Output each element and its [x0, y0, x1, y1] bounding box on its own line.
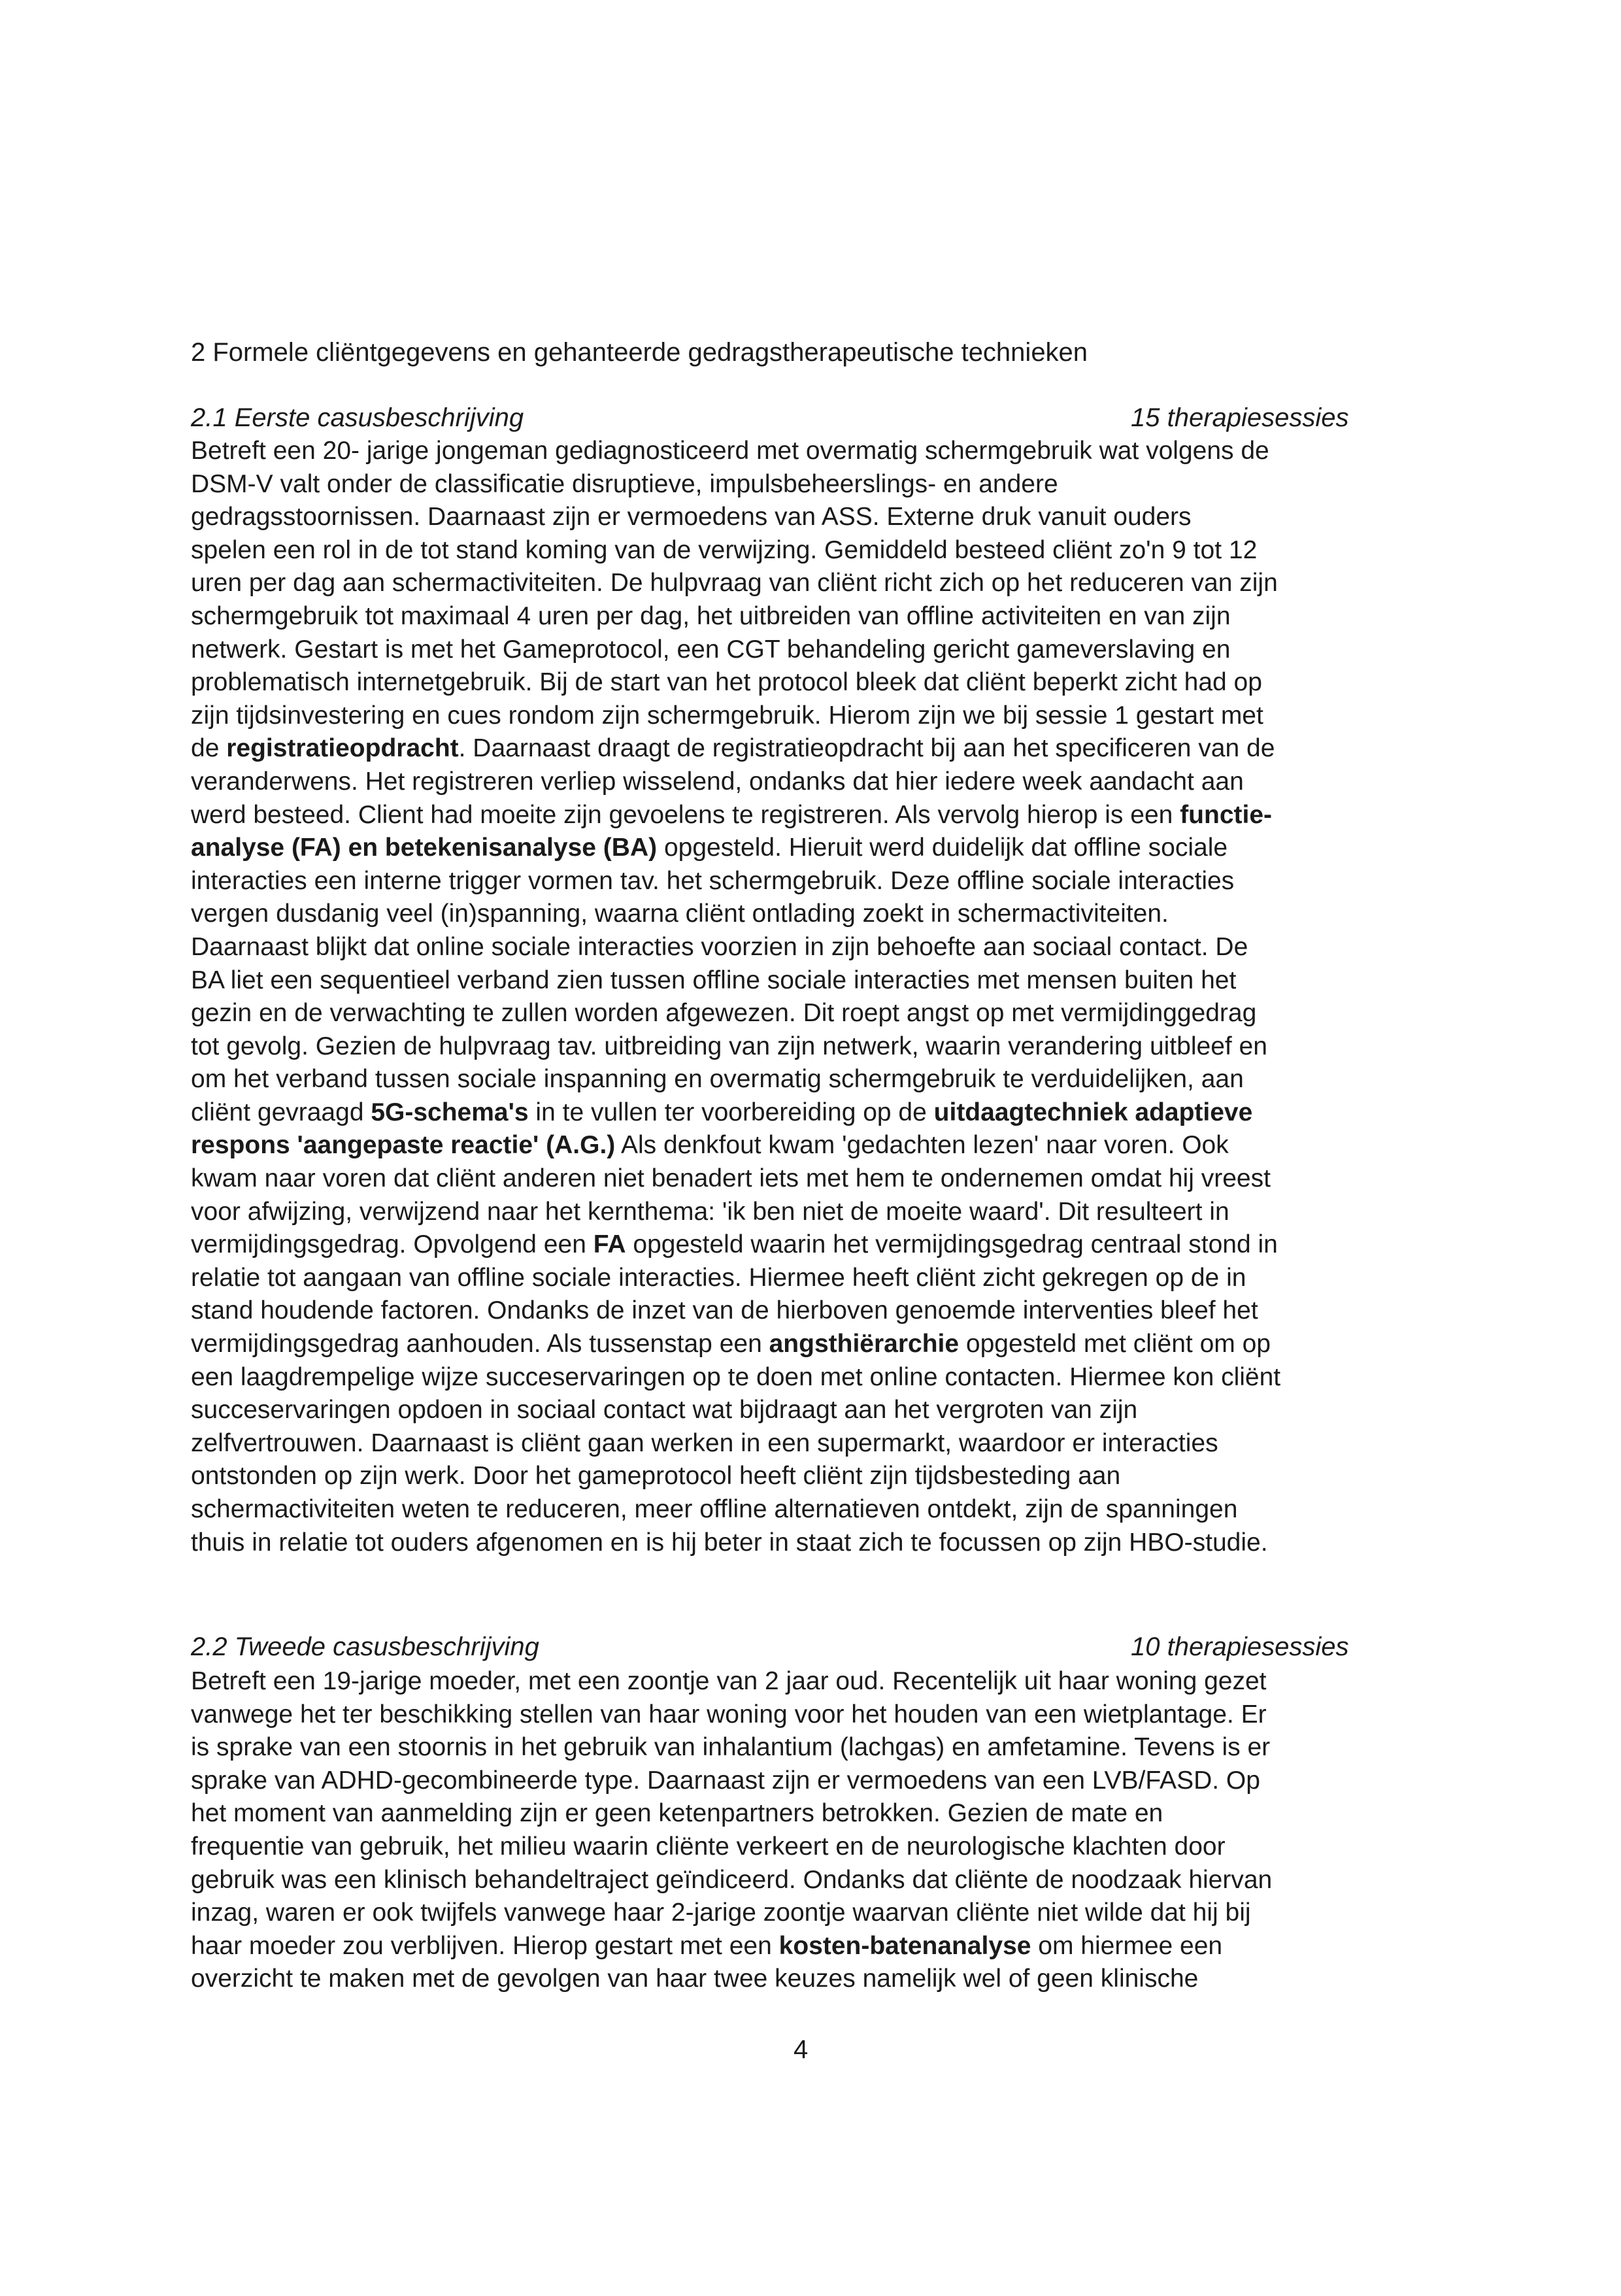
- text-run: schermactiviteiten weten te reduceren, meer offline alternatieven ontdekt, zijn de spanningen: [191, 1495, 1238, 1523]
- bold-term: respons 'aangepaste reactie' (A.G.): [191, 1131, 616, 1160]
- text-run: een laagdrempelige wijze succeservaringen op te doen met online contacten. Hiermee kon cliënt: [191, 1362, 1281, 1391]
- text-line: [191, 1328, 1433, 1361]
- text-line: [191, 1963, 1433, 1996]
- text-line: [191, 1394, 1433, 1427]
- bold-term: analyse (FA) en betekenisanalyse (BA): [191, 834, 658, 862]
- section-body-text: [191, 1665, 1433, 1996]
- text-run: gezin en de verwachting te zullen worden afgewezen. Dit roept angst op met vermijdinggedrag: [191, 999, 1257, 1028]
- text-line: [191, 1764, 1433, 1798]
- text-line: [191, 1527, 1433, 1560]
- text-run: vermijdingsgedrag aanhouden. Als tussenstap een: [191, 1330, 769, 1359]
- text-run: schermgebruik tot maximaal 4 uren per dag, het uitbreiden van offline activiteiten en van zijn: [191, 601, 1231, 630]
- text-run: gedragsstoornissen. Daarnaast zijn er vermoedens van ASS. Externe druk vanuit ouders: [191, 503, 1192, 532]
- text-run: opgesteld waarin het vermijdingsgedrag centraal stond in: [626, 1230, 1278, 1259]
- session-count: 10 therapiesessies: [1131, 1632, 1349, 1661]
- bold-term: angsthiërarchie: [769, 1330, 960, 1359]
- text-run: frequentie van gebruik, het milieu waarin cliënte verkeert en de neurologische klachten door: [191, 1832, 1226, 1861]
- section-body-text: [191, 435, 1433, 1559]
- text-run: haar moeder zou verblijven. Hierop gestart met een: [191, 1931, 779, 1960]
- text-line: [191, 1427, 1433, 1460]
- text-run: ontstonden op zijn werk. Door het gameprotocol heeft cliënt zijn tijdsbesteding aan: [191, 1462, 1121, 1491]
- text-line: [191, 1831, 1433, 1864]
- text-run: zijn tijdsinvestering en cues rondom zijn schermgebruik. Hierom zijn we bij sessie 1 gestart met: [191, 701, 1263, 730]
- text-line: [191, 1361, 1433, 1394]
- page-number: 4: [794, 2035, 809, 2064]
- text-line: [191, 600, 1433, 633]
- text-line: [191, 534, 1433, 567]
- text-line: [191, 865, 1433, 898]
- text-run: overzicht te maken met de gevolgen van haar twee keuzes namelijk wel of geen klinische: [191, 1965, 1199, 1993]
- text-line: [191, 633, 1433, 667]
- text-line: [191, 799, 1433, 832]
- text-line: [191, 732, 1433, 766]
- text-run: voor afwijzing, verwijzend naar het kernthema: 'ik ben niet de moeite waard'. Dit resulteert in: [191, 1197, 1229, 1226]
- text-run: gebruik was een klinisch behandeltraject geïndiceerd. Ondanks dat cliënte de noodzaak hiervan: [191, 1865, 1273, 1894]
- text-run: kwam naar voren dat cliënt anderen niet benadert iets met hem te ondernemen omdat hij vreest: [191, 1164, 1271, 1193]
- text-line: [191, 700, 1433, 733]
- section-title: 2.2 Tweede casusbeschrijving: [191, 1632, 539, 1661]
- text-run: om het verband tussen sociale inspanning en overmatig schermgebruik te verduidelijken, aan: [191, 1065, 1244, 1094]
- text-run: Als denkfout kwam 'gedachten lezen' naar voren. Ook: [615, 1131, 1229, 1160]
- bold-term: 5G-schema's: [371, 1098, 529, 1126]
- text-line: [191, 1460, 1433, 1493]
- text-line: [191, 1129, 1433, 1162]
- text-run: problematisch internetgebruik. Bij de start van het protocol bleek dat cliënt beperkt zicht had op: [191, 668, 1262, 697]
- text-run: netwerk. Gestart is met het Gameprotocol, een CGT behandeling gericht gameverslaving en: [191, 635, 1231, 664]
- text-line: [191, 1698, 1433, 1732]
- bold-term: kosten-batenanalyse: [778, 1931, 1031, 1960]
- text-line: [191, 468, 1433, 501]
- text-run: interacties een interne trigger vormen tav. het schermgebruik. Deze offline sociale interacties: [191, 866, 1235, 895]
- text-run: relatie tot aangaan van offline sociale interacties. Hiermee heeft cliënt zicht gekregen op de in: [191, 1263, 1246, 1292]
- text-run: inzag, waren er ook twijfels vanwege haar 2-jarige zoontje waarvan cliënte niet wilde dat hij bij: [191, 1899, 1251, 1927]
- text-run: Betreft een 19-jarige moeder, met een zoontje van 2 jaar oud. Recentelijk uit haar woning gezet: [191, 1667, 1267, 1695]
- text-line: [191, 1493, 1433, 1527]
- text-line: [191, 666, 1433, 700]
- text-run: vanwege het ter beschikking stellen van haar woning voor het houden van een wietplantage. Er: [191, 1700, 1267, 1729]
- text-line: [191, 435, 1433, 468]
- text-line: [191, 1228, 1433, 1262]
- text-run: succeservaringen opdoen in sociaal contact wat bijdraagt aan het vergroten van zijn: [191, 1396, 1138, 1425]
- text-run: om hiermee een: [1031, 1931, 1223, 1960]
- text-run: het moment van aanmelding zijn er geen ketenpartners betrokken. Gezien de mate en: [191, 1799, 1163, 1828]
- text-run: opgesteld. Hieruit werd duidelijk dat offline sociale: [657, 834, 1228, 862]
- text-run: spelen een rol in de tot stand koming van de verwijzing. Gemiddeld besteed cliënt zo'n 9 tot 12: [191, 535, 1258, 564]
- text-line: [191, 1665, 1433, 1698]
- text-line: [191, 997, 1433, 1030]
- text-run: cliënt gevraagd: [191, 1098, 371, 1126]
- text-run: stand houdende factoren. Ondanks de inzet van de hierboven genoemde interventies bleef het: [191, 1296, 1258, 1325]
- text-line: [191, 1797, 1433, 1831]
- text-run: . Daarnaast draagt de registratieopdracht bij aan het specificeren van de: [458, 734, 1275, 763]
- text-line: [191, 898, 1433, 931]
- section-heading-row: [191, 1630, 1380, 1663]
- text-run: zelfvertrouwen. Daarnaast is cliënt gaan werken in een supermarkt, waardoor er interacties: [191, 1428, 1218, 1457]
- text-line: [191, 1731, 1433, 1764]
- bold-term: uitdaagtechniek adaptieve: [933, 1098, 1253, 1126]
- text-run: BA liet een sequentieel verband zien tussen offline sociale interacties met mensen buiten het: [191, 966, 1237, 994]
- text-run: uren per dag aan schermactiviteiten. De hulpvraag van cliënt richt zich op het reduceren van zijn: [191, 569, 1278, 598]
- text-run: opgesteld met cliënt om op: [959, 1330, 1271, 1359]
- text-line: [191, 1030, 1433, 1064]
- text-run: is sprake van een stoornis in het gebruik van inhalantium (lachgas) en amfetamine. Tevens is er: [191, 1733, 1271, 1762]
- bold-term: functie-: [1180, 800, 1273, 829]
- text-run: tot gevolg. Gezien de hulpvraag tav. uitbreiding van zijn netwerk, waarin verandering uitbleef en: [191, 1032, 1267, 1060]
- text-run: sprake van ADHD-gecombineerde type. Daarnaast zijn er vermoedens van een LVB/FASD. Op: [191, 1766, 1260, 1795]
- text-line: [191, 1930, 1433, 1963]
- text-line: [191, 964, 1433, 998]
- section-title: 2.1 Eerste casusbeschrijving: [191, 403, 524, 432]
- text-line: [191, 1063, 1433, 1096]
- text-run: veranderwens. Het registreren verliep wisselend, ondanks dat hier iedere week aandacht aan: [191, 767, 1244, 796]
- text-line: [191, 766, 1433, 799]
- text-run: de: [191, 734, 227, 763]
- bold-term: registratieopdracht: [226, 734, 459, 763]
- text-run: DSM-V valt onder de classificatie disruptieve, impulsbeheerslings- en andere: [191, 469, 1058, 498]
- text-line: [191, 931, 1433, 964]
- text-run: thuis in relatie tot ouders afgenomen en is hij beter in staat zich te focussen op zijn HBO-studie.: [191, 1528, 1268, 1557]
- chapter-title: 2 Formele cliëntgegevens en gehanteerde gedragstherapeutische technieken: [191, 338, 1088, 367]
- text-run: werd besteed. Client had moeite zijn gevoelens te registreren. Als vervolg hierop is een: [191, 800, 1180, 829]
- text-line: [191, 567, 1433, 600]
- text-run: Daarnaast blijkt dat online sociale interacties voorzien in zijn behoefte aan sociaal contact. De: [191, 932, 1248, 961]
- session-count: 15 therapiesessies: [1131, 403, 1349, 432]
- text-line: [191, 1096, 1433, 1130]
- bold-term: FA: [593, 1230, 626, 1259]
- text-line: [191, 1864, 1433, 1897]
- text-line: [191, 1897, 1433, 1930]
- text-line: [191, 1262, 1433, 1295]
- text-line: [191, 1196, 1433, 1229]
- text-run: vergen dusdanig veel (in)spanning, waarna cliënt ontlading zoekt in schermactiviteiten.: [191, 900, 1169, 928]
- text-run: in te vullen ter voorbereiding op de: [528, 1098, 934, 1126]
- text-line: [191, 501, 1433, 534]
- text-line: [191, 1162, 1433, 1196]
- text-run: vermijdingsgedrag. Opvolgend een: [191, 1230, 593, 1259]
- section-heading-row: [191, 401, 1380, 434]
- text-line: [191, 832, 1433, 865]
- text-run: Betreft een 20- jarige jongeman gediagnosticeerd met overmatig schermgebruik wat volgens de: [191, 437, 1269, 465]
- text-line: [191, 1294, 1433, 1328]
